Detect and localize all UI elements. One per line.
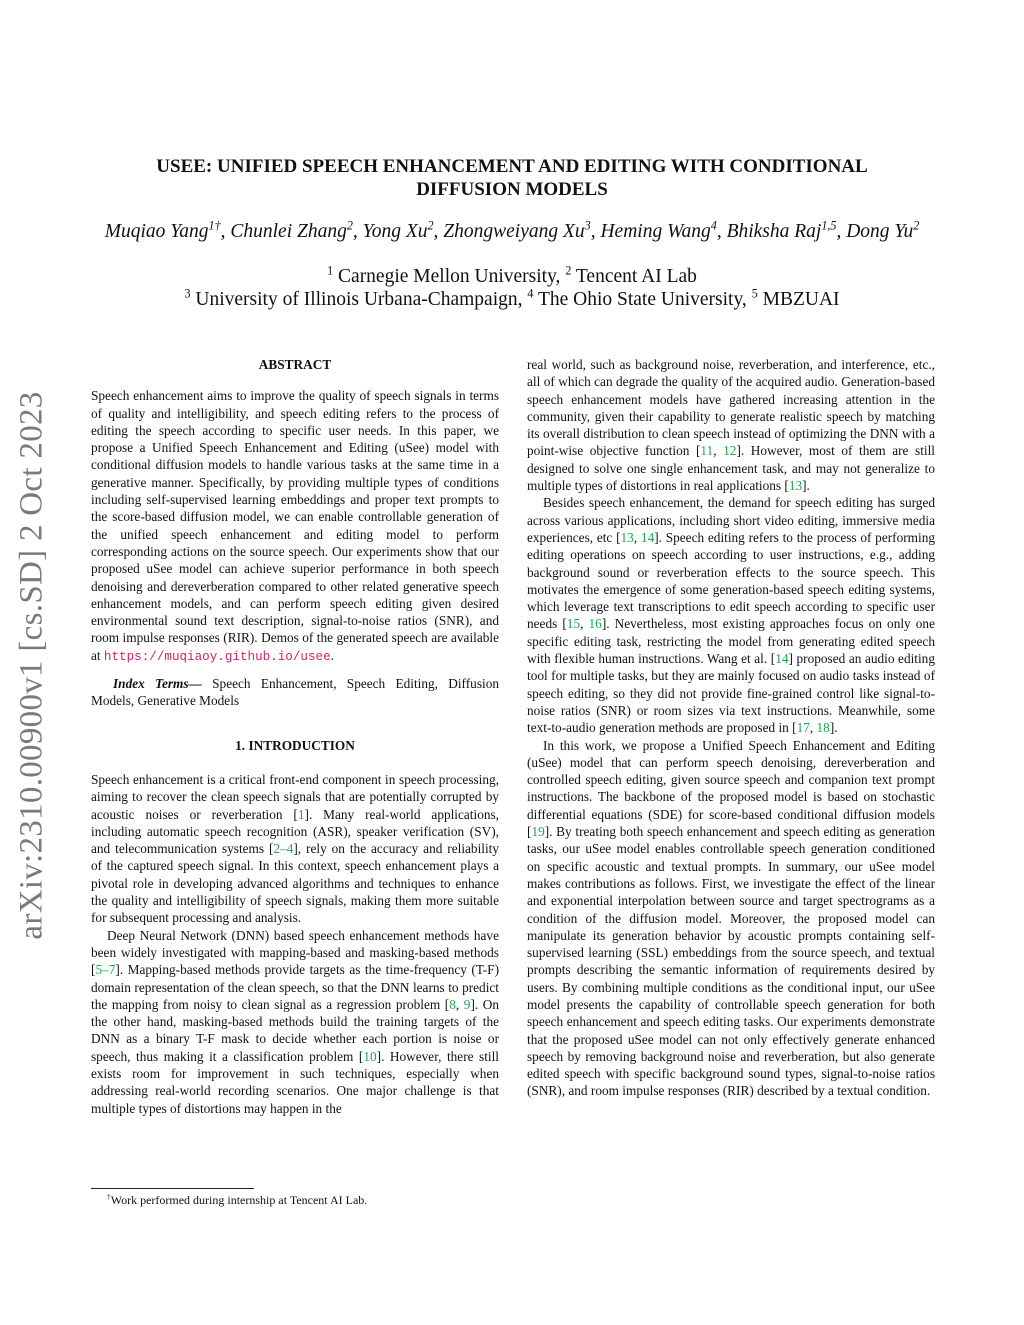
citation-link[interactable]: 12 bbox=[723, 443, 737, 459]
right-column bbox=[527, 356, 935, 1100]
citation-link[interactable]: 13 bbox=[788, 478, 803, 494]
intro-paragraph-5: In this work, we propose a Unified Speech Enhancement and Editing (uSee) model that can perform speech denoising, dereverberation and controlled speech editing, given source speech and companion text prompt instructions. The backbone of the proposed model is based on stochastic differential equations (SDE) for score-based conditional diffusion models [19]. By treating both speech enhancement and speech editing as generation tasks, our uSee model enables controllable speech generation conditioned on specific acoustic and textual prompts. In summary, our uSee model makes contributions as follows. First, we investigate the effect of the linear and exponential interpolation between source and target spectrograms as a condition of the diffusion model. Moreover, the proposed model can manipulate its generation behavior by acoustic prompts containing self-supervised learning (SSL) embeddings from the source speech, and textual prompts describing the semantic information of requirements desired by users. By combining multiple conditions as the conditional input, our uSee model presents the capability of controllable speech generation for both speech enhancement and speech editing tasks. Our experiments demonstrate that the proposed uSee model can not only effectively generate enhanced speech by removing background noise and reverberation, but also generate edited speech with specific background sound types, signal-to-noise ratios (SNR), and room impulse responses (RIR) described by a textual condition. bbox=[527, 737, 935, 1099]
abstract-body: Speech enhancement aims to improve the quality of speech signals in terms of quality and intelligibility, and speech editing refers to the process of editing the speech according to specific user needs. In this paper, we propose a Unified Speech Enhancement and Editing (uSee) model with conditional diffusion models to handle various tasks at the same time in a generative manner. Specifically, by providing multiple types of conditions including self-supervised learning embeddings and proper text prompts to the score-based diffusion model, we can enable controllable generation of the unified speech enhancement and editing model to perform corresponding actions on the source speech. Our experiments show that our proposed uSee model can achieve superior performance in both speech denoising and dereverberation compared to other related generative speech enhancement models, and can perform speech editing given desired environmental sound text description, signal-to-noise ratios (SNR), and room impulse responses (RIR). Demos of the generated speech are available at https://muqiaoy.github.io/usee. bbox=[91, 388, 499, 664]
citation-link[interactable]: 19 bbox=[531, 824, 545, 840]
citation-link[interactable]: 8 bbox=[449, 996, 456, 1012]
arxiv-identifier bbox=[12, 370, 52, 960]
citation-link[interactable]: 16 bbox=[588, 616, 602, 632]
citation-link[interactable]: 2–4 bbox=[273, 841, 294, 857]
author: Zhongweiyang Xu$^3$, bbox=[443, 218, 601, 242]
citation-link[interactable]: 13 bbox=[620, 529, 634, 545]
author-list bbox=[60, 218, 964, 243]
author: Yong Xu$^2$, bbox=[362, 218, 444, 242]
demo-link[interactable]: https://muqiaoy.github.io/usee bbox=[103, 649, 331, 664]
author: Bhiksha Raj$^{1,5}$, bbox=[726, 218, 847, 242]
citation-link[interactable]: 15 bbox=[566, 616, 581, 632]
affiliation-line-2: $^3$ University of Illinois Urbana-Champaign, $^4$ The Ohio State University, $^5$ MBZUAI bbox=[184, 286, 840, 310]
intro-paragraph-1: Speech enhancement is a critical front-end component in speech processing, aiming to recover the clean speech signals that are potentially corrupted by acoustic noises or reverberation [1]. Many real-world applications, including automatic speech recognition (ASR), speaker verification (SV), and telecommunication systems [2–4], rely on the accuracy and reliability of the captured speech signal. In this context, speech enhancement plays a pivotal role in developing advanced algorithms and techniques to enhance the quality and intelligibility of speech signals, making them more suitable for subsequent processing and analysis. bbox=[91, 771, 499, 926]
arxiv-identifier-text: arXiv:2310.00900v1 [cs.SD] 2 Oct 2023 bbox=[13, 390, 50, 940]
citation-link[interactable]: 1 bbox=[297, 806, 305, 822]
citation-link[interactable]: 17 bbox=[796, 720, 810, 736]
index-terms: Index Terms— Speech Enhancement, Speech Editing, Diffusion Models, Generative Models bbox=[91, 676, 499, 709]
title-line-2: DIFFUSION MODELS bbox=[416, 179, 608, 200]
citation-link[interactable]: 5–7 bbox=[95, 962, 116, 978]
author: Muqiao Yang$^{1\dagger}$, bbox=[104, 218, 231, 242]
paper-title bbox=[110, 155, 914, 201]
citation-link[interactable]: 14 bbox=[775, 651, 789, 667]
citation-link[interactable]: 9 bbox=[463, 996, 471, 1012]
abstract-heading: ABSTRACT bbox=[258, 357, 332, 372]
intro-paragraph-2: Deep Neural Network (DNN) based speech enhancement methods have been widely investigated with mapping-based and masking-based methods [5–7]. Mapping-based methods provide targets as the time-frequency (T-F) domain representation of the clean speech, so that the DNN learns to predict the mapping from noisy to clean signal as a regression problem [8, 9]. On the other hand, masking-based methods build the training targets of the DNN as a binary T-F mask to decide whether each portion is noise or speech, thus making it a classification problem [10]. However, there still exists room for improvement in such techniques, especially when addressing real-world recording scenarios. One major challenge is that multiple types of distortions may happen in the bbox=[91, 927, 500, 1116]
title-line-1: USEE: UNIFIED SPEECH ENHANCEMENT AND EDITING WITH CONDITIONAL bbox=[156, 156, 868, 177]
intro-paragraph-3: real world, such as background noise, reverberation, and interference, etc., all of which can degrade the quality of the acquired audio. Generation-based speech enhancement models have gathered increasing attention in the community, given their capability to generate realistic speech by matching its overall distribution to clean speech instead of optimizing the DNN with a point-wise objective function [11, 12]. However, most of them are still designed to solve one single enhancement task, and may not generalize to multiple types of distortions in real applications [13]. bbox=[527, 357, 935, 494]
intro-paragraph-4: Besides speech enhancement, the demand for speech editing has surged across various applications, including short video editing, immersive media experiences, etc [13, 14]. Speech editing refers to the process of performing editing operations on speech according to user instructions, e.g., adding background sound or reverberation effects to the source speech. This motivates the emergence of some generation-based speech editing systems, which leverage text transcriptions to edit speech according to specific user needs [15, 16]. Nevertheless, most existing approaches focus on only one specific editing task, restricting the model from generating edited speech with flexible human instructions. Wang et al. [14] proposed an audio editing tool for multiple tasks, but they are mainly focused on audio tasks instead of speech editing, so they did not provide fine-grained control like signal-to-noise ratios (SNR) or room sizes via text instructions. Meanwhile, some text-to-audio generation methods are proposed in [17, 18]. bbox=[527, 495, 936, 736]
citation-link[interactable]: 18 bbox=[816, 720, 830, 736]
introduction-heading: 1. INTRODUCTION bbox=[235, 737, 355, 753]
citation-link[interactable]: 14 bbox=[640, 529, 655, 545]
citation-link[interactable]: 11 bbox=[700, 443, 714, 459]
footnote-divider bbox=[91, 1188, 254, 1189]
left-column bbox=[91, 356, 499, 1117]
author: Dong Yu$^2$ bbox=[846, 218, 920, 242]
author: Heming Wang$^4$, bbox=[600, 218, 727, 242]
footnote: †Work performed during internship at Tencent AI Lab. bbox=[107, 1192, 368, 1207]
citation-link[interactable]: 10 bbox=[363, 1048, 377, 1064]
affiliation-line-1: $^1$ Carnegie Mellon University, $^2$ Tencent AI Lab bbox=[327, 263, 697, 287]
author: Chunlei Zhang$^2$, bbox=[230, 218, 363, 242]
